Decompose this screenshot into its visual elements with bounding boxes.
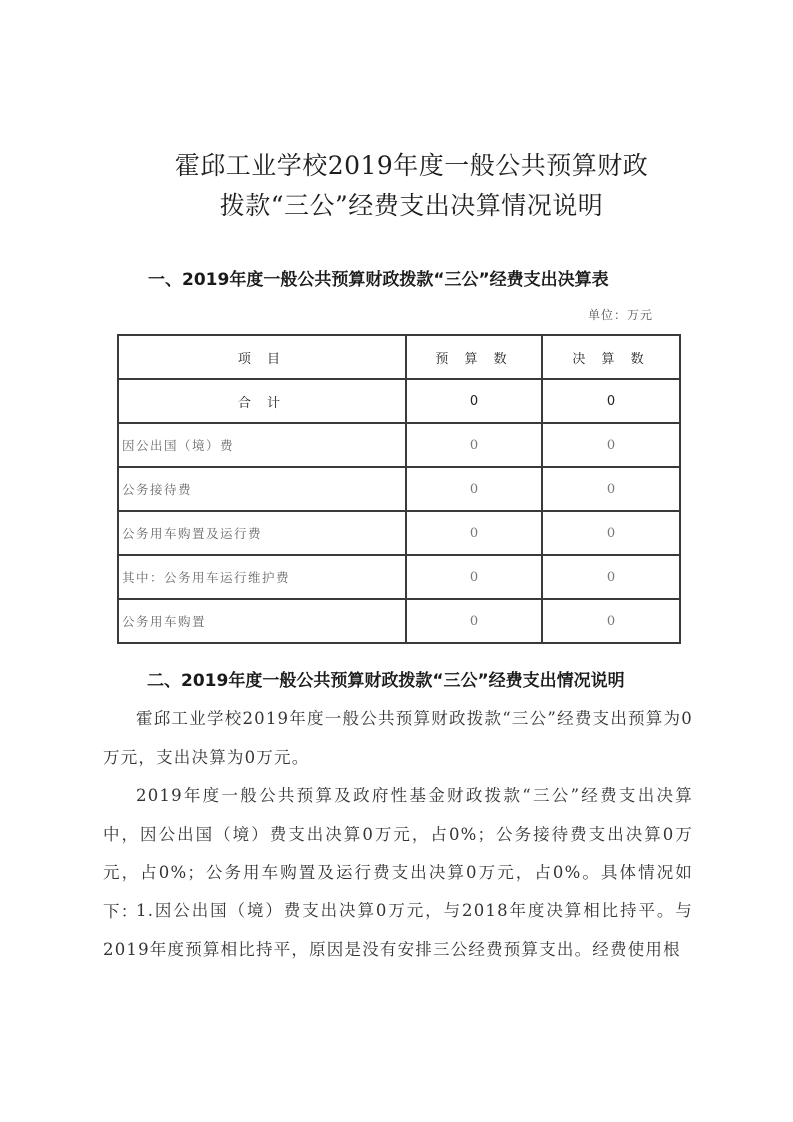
row-budget-value: 0	[406, 555, 542, 599]
row-final-value: 0	[542, 467, 680, 511]
paragraph-budget-summary: 霍邱工业学校2019年度一般公共预算财政拨款“三公”经费支出预算为0万元，支出决算为0万元。	[103, 709, 693, 767]
row-final-value: 0	[542, 555, 680, 599]
table-row	[118, 599, 680, 643]
paragraph-overseas-travel: 1.因公出国（境）费支出决算0万元，与2018年度决算相比持平。与2019年度预算相比持平，原因是没有安排三公经费预算支出。经费使用根	[103, 901, 693, 959]
column-header-item: 项 目	[118, 335, 406, 379]
three-public-expenses-table	[117, 334, 681, 644]
row-budget-value: 0	[406, 511, 542, 555]
row-label: 公务用车购置及运行费	[118, 511, 406, 555]
table-total-row	[118, 379, 680, 423]
total-budget-value: 0	[406, 379, 542, 423]
total-label: 合 计	[118, 379, 406, 423]
table-row	[118, 555, 680, 599]
row-final-value: 0	[542, 599, 680, 643]
column-header-budget: 预 算 数	[406, 335, 542, 379]
document-title-line-2: 拨款“三公”经费支出决算情况说明	[219, 191, 604, 220]
row-budget-value: 0	[406, 423, 542, 467]
unit-label: 单位：万元	[588, 308, 654, 322]
table-header-row	[118, 335, 680, 379]
column-header-final: 决 算 数	[542, 335, 680, 379]
row-label: 公务接待费	[118, 467, 406, 511]
row-final-value: 0	[542, 423, 680, 467]
total-final-value: 0	[542, 379, 680, 423]
row-budget-value: 0	[406, 599, 542, 643]
row-label: 其中：公务用车运行维护费	[118, 555, 406, 599]
paragraph-expense-breakdown: 2019年度一般公共预算及政府性基金财政拨款“三公”经费支出决算中，因公出国（境）费支出决算0万元，占0%；公务接待费支出决算0万元，占0%；公务用车购置及运行费支出决算0万元，占0%。具体情况如下：	[103, 786, 693, 921]
table-row	[118, 423, 680, 467]
section-1-heading: 一、2019年度一般公共预算财政拨款“三公”经费支出决算表	[148, 270, 609, 290]
document-title-line-1: 霍邱工业学校2019年度一般公共预算财政	[174, 151, 649, 180]
row-label: 因公出国（境）费	[118, 423, 406, 467]
table-row	[118, 467, 680, 511]
section-2-heading: 二、2019年度一般公共预算财政拨款“三公”经费支出情况说明	[147, 671, 625, 691]
row-final-value: 0	[542, 511, 680, 555]
row-budget-value: 0	[406, 467, 542, 511]
row-label: 公务用车购置	[118, 599, 406, 643]
table-row	[118, 511, 680, 555]
